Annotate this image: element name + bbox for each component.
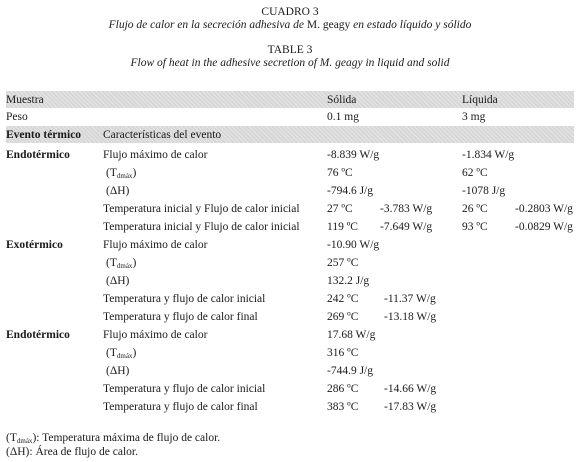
dh-symbol: ΔH bbox=[109, 185, 126, 197]
endo1-r1-liquida-flujo: -0.2803 W/g bbox=[515, 203, 573, 215]
endo2-r2-temp: 383 ºC bbox=[327, 401, 359, 413]
footnote-tdmax: $(T_{dmáx})$: Temperatura máxima de flujo de calor. bbox=[6, 432, 221, 445]
header-solida: Sólida bbox=[327, 94, 357, 106]
cuadro-label: CUADRO 3 bbox=[261, 6, 319, 18]
peso-liquida: 3 mg bbox=[462, 111, 486, 123]
cuadro-title-part: en estado líquido y sólido bbox=[350, 19, 472, 31]
endo2-tdmax-solida: 316 ºC bbox=[327, 347, 359, 359]
table-title-part: Flow of heat in the adhesive secretion of bbox=[130, 57, 320, 69]
peso-label: Peso bbox=[6, 111, 28, 123]
endo2-flujo-label: Flujo máximo de calor bbox=[103, 329, 208, 341]
endo1-r1-label: Temperatura inicial y Flujo de calor inicial bbox=[103, 203, 300, 215]
footnote-dh: (ΔH): Área de flujo de calor. bbox=[6, 446, 138, 458]
endo1-r2-solida-flujo: -7.649 W/g bbox=[380, 221, 433, 233]
subheader-caracteristicas: Características del evento bbox=[103, 129, 222, 141]
exo-r2-temp: 269 ºC bbox=[327, 311, 359, 323]
endo2-tdmax-label: $(T_{dmáx})$ bbox=[106, 347, 137, 360]
endo2-dh-solida: -744.9 J/g bbox=[327, 365, 373, 377]
exo-tdmax-solida: 257 ºC bbox=[327, 257, 359, 269]
tdmax-symbol: T bbox=[109, 167, 117, 179]
footnote-dh-text: : Área de flujo de calor. bbox=[29, 446, 138, 458]
section-endo1-name: Endotérmico bbox=[6, 149, 70, 161]
exo-r2-label: Temperatura y flujo de calor final bbox=[103, 311, 258, 323]
endo1-tdmax-liquida: 62 ºC bbox=[462, 167, 488, 179]
footnote-tdmax-text: : Temperatura máxima de flujo de calor. bbox=[36, 432, 221, 444]
exo-r1-label: Temperatura y flujo de calor inicial bbox=[103, 293, 266, 305]
dh-symbol: ΔH bbox=[9, 446, 26, 458]
dh-symbol: ΔH bbox=[109, 365, 126, 377]
endo1-tdmax-solida: 76 ºC bbox=[327, 167, 353, 179]
endo2-r1-flujo: -14.66 W/g bbox=[384, 383, 437, 395]
exo-flujo-label: Flujo máximo de calor bbox=[103, 239, 208, 251]
endo2-r1-label: Temperatura y flujo de calor inicial bbox=[103, 383, 266, 395]
table-label: TABLE 3 bbox=[267, 44, 313, 56]
endo1-r2-solida-temp: 119 ºC bbox=[327, 221, 358, 233]
peso-solida: 0.1 mg bbox=[327, 111, 359, 123]
tdmax-subscript: dmáx bbox=[16, 437, 33, 445]
endo2-r1-temp: 286 ºC bbox=[327, 383, 359, 395]
endo1-r1-solida-flujo: -3.783 W/g bbox=[380, 203, 433, 215]
cuadro-title-species: M. geagy bbox=[306, 19, 351, 31]
table-title bbox=[0, 57, 580, 69]
endo1-dh-label: (ΔH) bbox=[106, 185, 130, 197]
endo1-r2-liquida-flujo: -0.0829 W/g bbox=[515, 221, 573, 233]
endo1-dh-liquida: -1078 J/g bbox=[462, 185, 506, 197]
exo-tdmax-label: $(T_{dmáx})$ bbox=[106, 257, 137, 270]
endo1-r1-liquida-temp: 26 ºC bbox=[462, 203, 488, 215]
endo1-dh-solida: -794.6 J/g bbox=[327, 185, 373, 197]
cuadro-title bbox=[0, 19, 580, 31]
endo1-flujo-label: Flujo máximo de calor bbox=[103, 149, 208, 161]
endo1-r2-liquida-temp: 93 ºC bbox=[462, 221, 488, 233]
exo-r1-flujo: -11.37 W/g bbox=[384, 293, 436, 305]
endo2-dh-label: (ΔH) bbox=[106, 365, 130, 377]
endo1-r1-solida-temp: 27 ºC bbox=[327, 203, 353, 215]
endo1-flujo-liquida: -1.834 W/g bbox=[462, 149, 515, 161]
subheader-evento: Evento térmico bbox=[6, 129, 82, 141]
endo1-flujo-solida: -8.839 W/g bbox=[327, 149, 380, 161]
endo1-tdmax-label: $(T_{dmáx})$ bbox=[106, 167, 137, 180]
section-exo-name: Exotérmico bbox=[6, 239, 63, 251]
exo-dh-label: (ΔH) bbox=[106, 275, 130, 287]
dh-symbol: ΔH bbox=[109, 275, 126, 287]
subheader-band bbox=[6, 126, 574, 143]
tdmax-subscript: dmáx bbox=[116, 352, 133, 360]
table-title-part: in liquid and solid bbox=[362, 57, 450, 69]
exo-r2-flujo: -13.18 W/g bbox=[384, 311, 437, 323]
exo-r1-temp: 242 ºC bbox=[327, 293, 359, 305]
header-muestra: Muestra bbox=[6, 94, 44, 106]
tdmax-subscript: dmáx bbox=[116, 172, 133, 180]
tdmax-symbol: T bbox=[109, 347, 117, 359]
header-liquida: Líquida bbox=[462, 94, 498, 106]
endo2-r2-label: Temperatura y flujo de calor final bbox=[103, 401, 258, 413]
cuadro-title-part: Flujo de calor en la secreción adhesiva de bbox=[108, 19, 307, 31]
exo-dh-solida: 132.2 J/g bbox=[327, 275, 370, 287]
table-title-species: M. geagy bbox=[319, 57, 363, 69]
endo2-r2-flujo: -17.83 W/g bbox=[384, 401, 437, 413]
tdmax-symbol: T bbox=[9, 432, 17, 444]
tdmax-symbol: T bbox=[109, 257, 117, 269]
exo-flujo-solida: -10.90 W/g bbox=[327, 239, 380, 251]
endo1-r2-label: Temperatura inicial y Flujo de calor inicial bbox=[103, 221, 300, 233]
section-endo2-name: Endotérmico bbox=[6, 329, 70, 341]
tdmax-subscript: dmáx bbox=[116, 262, 133, 270]
endo2-flujo-solida: 17.68 W/g bbox=[327, 329, 376, 341]
